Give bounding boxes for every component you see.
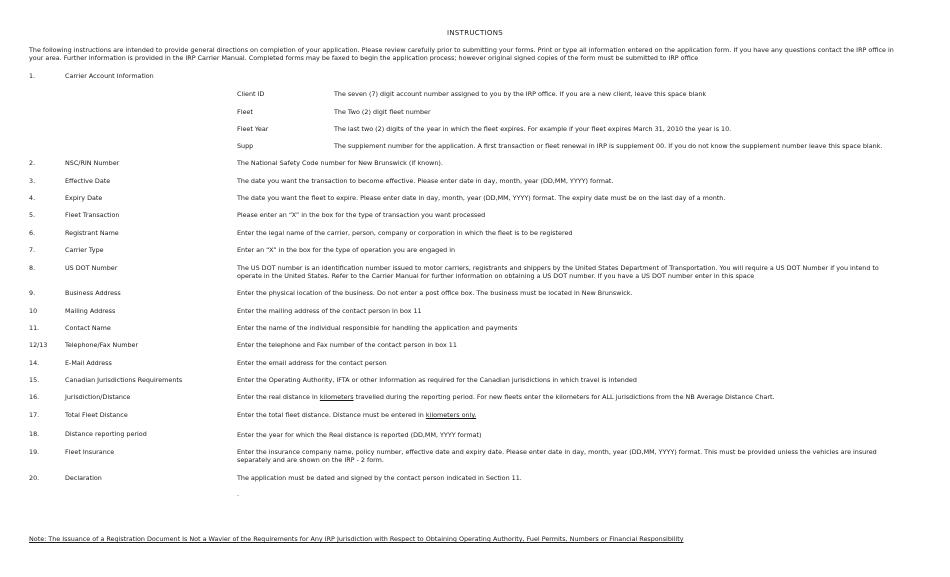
item-label: Mailing Address [65,307,116,315]
item-number: 2. [29,159,36,167]
item-number: 7. [29,246,36,254]
item-label: Business Address [65,289,121,297]
sub-desc: The Two (2) digit fleet number [334,108,431,116]
item-desc: Enter the telephone and Fax number of the contact person in box 11 [237,341,457,349]
sub-label: Fleet Year [237,125,269,133]
item-number: 19. [29,448,40,456]
item-desc: Enter the year for which the Real distance is reported (DD,MM, YYYY format) [237,431,482,439]
item-desc: Enter the insurance company name, policy number, effective date and expiry date. Please enter date in day, month, year (DD,MM, YYYY) format. This must be provided unless the vehicles are insured separately and are shown on the IRP - 2 form. [237,448,877,465]
item-label: Carrier Type [65,246,104,254]
sub-label: Client ID [237,90,265,98]
footer-note: Note: The Issuance of a Registration Document Is Not a Wavier of the Requirements for Any IRP Jurisdiction with Respect to Obtaining Operating Authority, Fuel Permits, Numbers or Financial Responsibility [29,535,684,543]
item-desc: Enter the total fleet distance. Distance must be entered in kilometers only. [237,411,477,419]
item-label: Telephone/Fax Number [65,341,139,349]
item-desc: Enter an “X” in the box for the type of operation you are engaged in [237,246,456,254]
item-label: Fleet Transaction [65,211,120,219]
trailing-mark: . [237,490,240,498]
sub-desc: The supplement number for the application. A first transaction or fleet renewal in IRP is supplement 00. If you do not know the supplement number leave this space blank. [334,142,883,150]
item-number: 5. [29,211,36,219]
item-label: Expiry Date [65,194,103,202]
item-number: 12/13 [29,341,48,349]
item-number: 17. [29,411,40,419]
item-desc: Enter the real distance in kilometers travelled during the reporting period. For new fleets enter the kilometers for ALL jurisdictions from the NB Average Distance Chart. [237,393,775,401]
item-number: 10 [29,307,38,315]
item-label: Declaration [65,474,102,482]
item-number: 1. [29,72,36,80]
item-number: 18. [29,430,40,438]
item-label: Distance reporting period [65,430,147,438]
item-desc: Enter the email address for the contact person [237,359,387,367]
item-label: Jurisdiction/Distance [65,393,131,401]
item-number: 14. [29,359,40,367]
intro-paragraph: The following instructions are intended to provide general directions on completion of your application. Please review carefully prior to submitting your forms. Print or type all information entered on the application form. If you have any questions contact the IRP office in your area. Further information is provided in the IRP Carrier Manual. Completed forms may be faxed to begin the application process; however original signed copies of the form must be submitted to IRP office [29,46,894,63]
item-desc: Enter the name of the individual responsible for handling the application and payments [237,324,518,332]
item-desc: Enter the legal name of the carrier, person, company or corporation in which the fleet is to be registered [237,229,573,237]
item-label: NSC/RIN Number [65,159,120,167]
item-label: US DOT Number [65,264,118,272]
item-desc: The National Safety Code number for New Brunswick (if known). [237,159,443,167]
item-label: Canadian Jurisdictions Requirements [65,376,183,384]
item-desc: The date you want the fleet to expire. Please enter date in day, month, year (DD,MM, YYYY) format. The expiry date must be on the last day of a month. [237,194,726,202]
item-label: Contact Name [65,324,111,332]
item-desc: The date you want the transaction to become effective. Please enter date in day, month, year (DD,MM, YYYY) format. [237,177,614,185]
page-title: INSTRUCTIONS [446,29,504,37]
item-number: 16. [29,393,40,401]
item-label: Total Fleet Distance [65,411,128,419]
item-desc: The application must be dated and signed by the contact person indicated in Section 11. [237,474,522,482]
item-number: 6. [29,229,36,237]
item-desc: Enter the mailing address of the contact person in box 11 [237,307,422,315]
item-number: 15. [29,376,40,384]
item-label: Effective Date [65,177,111,185]
sub-desc: The seven (7) digit account number assigned to you by the IRP office. If you are a new client, leave this space blank [334,90,707,98]
item-number: 8. [29,264,36,272]
item-label: Carrier Account Information [65,72,154,80]
item-number: 20. [29,474,40,482]
item-label: Fleet Insurance [65,448,115,456]
sub-label: Fleet [237,108,253,116]
sub-desc: The last two (2) digits of the year in which the fleet expires. For example if your fleet expires March 31, 2010 the year is 10. [334,125,732,133]
item-number: 9. [29,289,36,297]
item-desc: Enter the Operating Authority, IFTA or other Information as required for the Canadian jurisdictions in which travel is intended [237,376,637,384]
item-number: 4. [29,194,36,202]
sub-label: Supp [237,142,254,150]
item-label: E-Mail Address [65,359,112,367]
item-desc: Please enter an “X” in the box for the type of transaction you want processed [237,211,486,219]
item-number: 3. [29,177,36,185]
item-desc: The US DOT number is an identification number issued to motor carriers, registrants and shippers by the United States Department of Transportation. You will require a US DOT Number if you intend to operate in the United States. Refer to the Carrier Manual for further information on obtaining a US DOT number. If you have a US DOT number enter in this space [237,264,879,281]
item-label: Registrant Name [65,229,119,237]
item-desc: Enter the physical location of the business. Do not enter a post office box. The business must be located in New Brunswick. [237,289,633,297]
item-number: 11. [29,324,40,332]
